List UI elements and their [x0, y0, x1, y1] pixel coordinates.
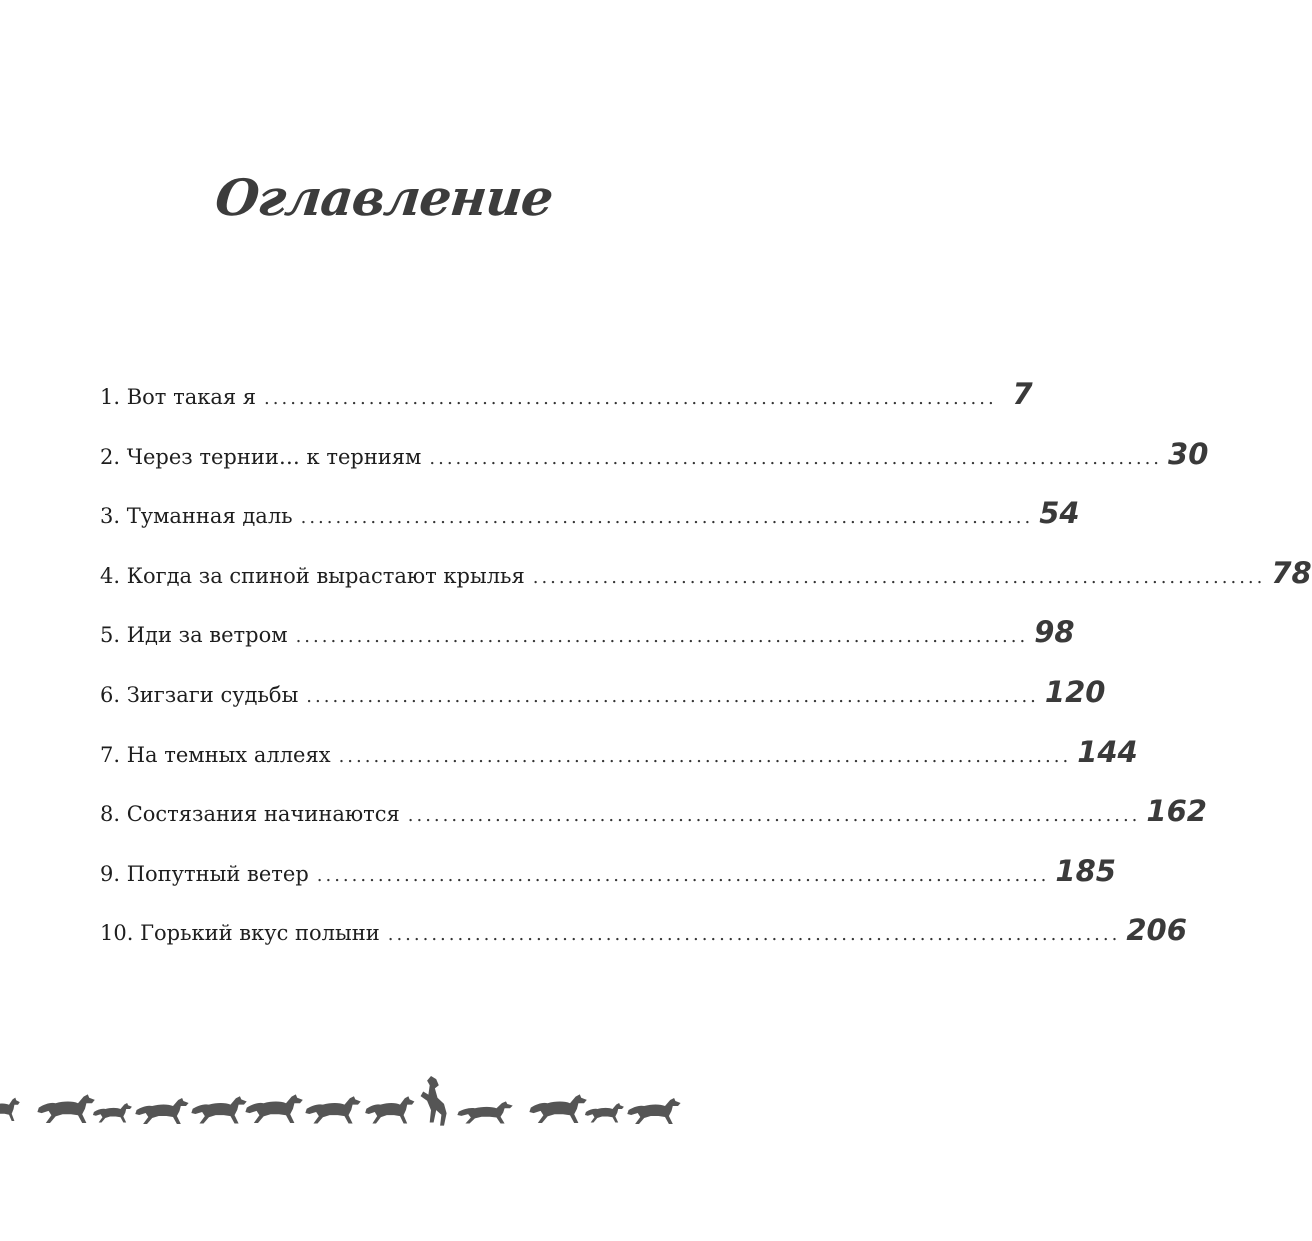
horse-silhouette	[305, 1096, 360, 1123]
dot-leader: ....................................................................................	[338, 745, 1072, 767]
toc-entry-label: 5. Иди за ветром	[100, 623, 288, 648]
toc-entry[interactable]	[100, 674, 1106, 735]
table-of-contents	[100, 377, 1312, 973]
toc-entry[interactable]	[100, 734, 1138, 795]
horse-silhouette	[191, 1096, 246, 1123]
toc-page-number: 144	[1077, 734, 1138, 769]
toc-entry[interactable]	[100, 615, 1075, 675]
dot-leader: ....................................................................................	[387, 924, 1121, 946]
toc-page-number: 7	[1012, 377, 1033, 411]
dot-leader: ....................................................................................	[429, 447, 1163, 469]
toc-page-number: 30	[1168, 436, 1209, 471]
page-title: Оглавление	[212, 168, 556, 227]
horse-silhouette	[93, 1103, 132, 1123]
toc-page-number: 162	[1146, 794, 1207, 829]
dot-leader: ....................................................................................	[295, 626, 1029, 648]
toc-page-number: 78	[1271, 555, 1312, 590]
toc-entry-label: 7. На темных аллеях	[100, 742, 331, 767]
toc-page-number: 206	[1126, 913, 1187, 948]
dot-leader: ....................................................................................	[407, 805, 1141, 827]
horse-herd-ornament	[0, 1072, 768, 1132]
dot-leader: ....................................................................................	[264, 388, 997, 409]
horse-silhouette	[37, 1094, 94, 1123]
toc-entry[interactable]	[100, 794, 1207, 854]
horse-silhouette	[627, 1098, 680, 1124]
toc-page-number: 120	[1044, 674, 1106, 709]
horse-silhouette	[457, 1101, 512, 1123]
toc-entry-label: 1. Вот такая я	[100, 385, 257, 409]
dot-leader: ....................................................................................	[306, 685, 1039, 707]
toc-entry[interactable]	[100, 496, 1080, 556]
toc-entry[interactable]	[100, 377, 1033, 437]
toc-entry-label: 8. Состязания начинаются	[100, 802, 400, 827]
horse-silhouette	[585, 1103, 624, 1123]
toc-page-number: 98	[1034, 615, 1075, 650]
horse-silhouette	[245, 1094, 302, 1123]
horse-silhouette	[0, 1098, 20, 1121]
toc-entry-label: 4. Когда за спиной вырастают крылья	[100, 563, 525, 588]
dot-leader: ....................................................................................	[300, 507, 1034, 529]
toc-entry[interactable]	[100, 436, 1209, 497]
toc-entry[interactable]	[100, 913, 1187, 973]
toc-entry-label: 6. Зигзаги судьбы	[100, 682, 299, 707]
toc-entry[interactable]	[100, 555, 1312, 616]
toc-entry[interactable]	[100, 853, 1116, 914]
toc-entry-label: 2. Через тернии… к терниям	[100, 444, 422, 469]
horse-silhouette	[529, 1094, 586, 1123]
toc-page-number: 54	[1039, 496, 1080, 531]
toc-entry-label: 9. Попутный ветер	[100, 861, 309, 886]
toc-entry-label: 3. Туманная даль	[100, 504, 293, 529]
toc-entry-label: 10. Горький вкус полыни	[100, 921, 380, 946]
dot-leader: ....................................................................................	[316, 864, 1050, 886]
rearing-horse-silhouette	[421, 1076, 447, 1126]
horse-silhouette	[135, 1098, 188, 1124]
toc-page-number: 185	[1055, 853, 1116, 888]
dot-leader: ....................................................................................	[532, 566, 1266, 588]
horse-silhouette	[365, 1096, 414, 1123]
